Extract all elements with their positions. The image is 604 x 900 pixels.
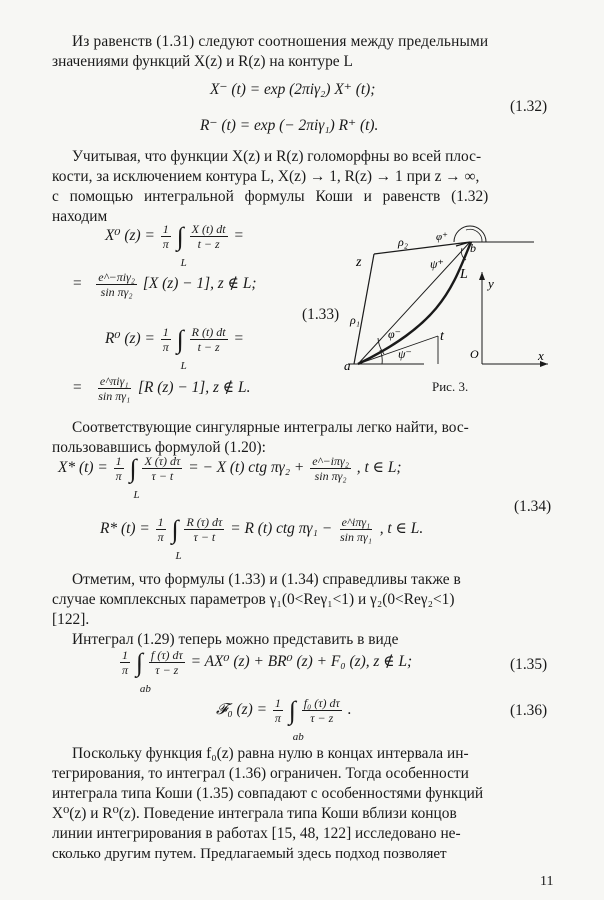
eq-1-32-line-a: X⁻ (t) = exp (2πiγ₂) X⁺ (t); [210,81,376,98]
intro-line-2: значениями функций X(z) и R(z) на контуре L [52,53,353,70]
eq-1-33-r0 [105,324,244,372]
para5-line-1: Поскольку функция f₀(z) равна нулю в концах интервала ин- [72,745,469,762]
eq-1-34-x-coef-num: 1 [115,454,122,468]
eq-1-34-x-mid: = − X (t) ctg πγ₂ + [188,459,305,477]
eq-1-33-x0-line2-frac [96,270,137,299]
para3-line-1: Соответствующие сингулярные интегралы легко найти, вос- [72,419,469,436]
eq-1-36-int-sub: ab [292,730,304,743]
para5-line-3: интеграла типа Коши (1.35) совпадают с особенностями функций [52,785,484,802]
integral-sign: ∫ ab [136,650,143,676]
para4-line-4: Интеграл (1.29) теперь можно представить в виде [72,631,399,648]
eq-1-34-x-int-sub: L [133,488,140,501]
eq-1-34-x-frac-num: e^−iπγ₂ [312,454,349,468]
fig-label-O: O [470,347,479,361]
eq-1-34-r-mid: = R (t) ctg πγ₁ − [230,520,333,538]
para4-line-3: [122]. [52,611,90,628]
fig-label-x: x [538,348,544,363]
para2-line-4: находим [52,208,108,225]
eq-1-36-tail: . [347,701,352,719]
integral-sign: ∫ L [177,224,184,250]
para4-line-1: Отметим, что формулы (1.33) и (1.34) справедливы также в [72,571,461,588]
eq-1-34-x-int-num: X (τ) dτ [144,454,181,468]
integral-sign: ∫ L [177,327,184,353]
fig-label-a: a [344,358,351,373]
eq-1-34-r-int-den: τ − t [193,530,216,544]
eq-1-33-x0-integrand [190,222,228,251]
integral-sign: ∫ L [171,517,178,543]
fig-label-z: z [356,255,362,270]
eq-1-33-x0-int-sub: L [180,256,187,269]
para2-line-3: с помощью интегральной формулы Коши и равенств (1.32) [52,188,489,205]
eq-1-36-int-num: f₀ (τ) dτ [303,696,340,710]
para5-line-2: тегрирования, то интеграл (1.36) ограничен. Тогда особенности [52,765,469,782]
eq-1-33-r0-int-sub: L [180,359,187,372]
eq-1-34-x [58,453,402,501]
eq-1-33-x0-line-2 [72,270,257,299]
eq-1-34-x-lhs: X* (t) = [58,459,108,477]
eq-1-33-r0-tail: = [233,330,244,348]
fig-label-y: y [488,276,494,291]
eq-1-33-x0-line2-den: sin πγ₂ [100,285,133,299]
eq-1-36-number: (1.36) [510,702,548,719]
eq-1-34-r-int-num: R (τ) dτ [186,515,223,529]
eq-1-34-r-coef-num: 1 [157,515,164,529]
eq-1-34-r-frac-den: sin πγ₁ [339,530,372,544]
eq-1-34-r-frac-num: e^iπγ₁ [341,515,371,529]
eq-1-34-x-integrand [142,454,182,483]
fig-label-L: L [460,267,468,282]
fig-label-phi-minus: φ⁻ [388,327,401,341]
eq-1-33-x0-lhs: X⁰ (z) = [105,227,155,245]
eq-1-35-coef-num: 1 [122,648,128,662]
eq-1-33-r0-coef-num: 1 [162,325,169,339]
para2-line-1: Учитывая, что функции X(z) и R(z) голоморфны во всей плос- [72,148,482,165]
para5-line-4: X⁰(z) и R⁰(z). Поведение интеграла типа Коши вблизи концов [52,805,457,822]
eq-1-35-integrand [149,648,185,677]
eq-1-34-x-frac-den: sin πγ₂ [314,469,347,483]
eq-1-33-r0-line2-pre: = [72,379,83,397]
integral-sign: ∫ L [129,456,136,482]
eq-1-34-x-coef-den: π [115,469,122,483]
eq-1-33-r0-integrand [190,325,228,354]
eq-1-35-int-sub: ab [139,682,151,695]
fig-label-rho2: ρ₂ [398,235,408,249]
para5-line-6: сколько другим путем. Предлагаемый здесь подход позволяет [52,846,447,862]
eq-1-36-coef [273,696,283,725]
eq-1-34-r-tail: , t ∈ L. [379,520,424,538]
eq-1-33-x0-coef-num: 1 [162,222,169,236]
fig-label-b: b [470,241,476,255]
eq-1-33-x0-line2-tail: [X (z) − 1], z ∉ L; [142,275,257,293]
eq-1-35-int-num: f (τ) dτ [150,648,183,662]
eq-1-33-r0-line2-tail: [R (z) − 1], z ∉ L. [138,379,251,397]
eq-1-32-line-b: R⁻ (t) = exp (− 2πiγ₁) R⁺ (t). [200,117,379,134]
eq-1-33-r0-line2-num: e^πiγ₁ [99,374,129,388]
eq-1-34-x-frac [310,454,351,483]
figure-caption: Рис. 3. [432,379,469,394]
fig-label-t: t [440,329,444,344]
integral-sign: ∫ ab [289,698,296,724]
eq-1-36-lhs: 𝓕₀ (z) = [216,701,268,719]
eq-1-35-int-den: τ − z [155,663,179,677]
eq-1-33-x0-coef [161,222,171,251]
figure-3 [334,218,556,378]
intro-line-1: Из равенств (1.31) следуют соотношения между предельными [72,33,489,50]
fig-label-psi-plus: ψ⁺ [430,257,444,271]
eq-1-33-r0-coef [161,325,171,354]
eq-1-34-r-frac [338,515,374,544]
eq-1-33-x0-tail: = [233,227,244,245]
para5-line-5: линии интегрирования в работах [15, 48, 122] исследовано не- [52,825,461,842]
eq-1-33-x0-coef-den: π [162,237,169,251]
eq-1-36 [216,695,352,743]
eq-1-36-coef-num: 1 [274,696,281,710]
eq-1-35-coef-den: π [122,663,129,677]
fig-label-psi-minus: ψ⁻ [398,347,412,361]
eq-1-33-number: (1.33) [302,306,340,323]
eq-1-34-x-coef [114,454,124,483]
para4-line-2: случае комплексных параметров γ₁(0<Reγ₁<1) и γ₂(0<Reγ₂<1) [52,591,455,608]
eq-1-34-r-lhs: R* (t) = [100,520,150,538]
eq-1-36-coef-den: π [274,711,281,725]
eq-1-34-r-int-sub: L [175,549,182,562]
para2-line-2: кости, за исключением контура L, X(z) → 1, R(z) → 1 при z → ∞, [52,168,480,185]
eq-1-33-x0-int-den: t − z [197,237,220,251]
eq-1-35-number: (1.35) [510,656,548,673]
eq-1-35-rhs: = AX⁰ (z) + BR⁰ (z) + F₀ (z), z ∉ L; [190,653,413,671]
eq-1-33-x0-line2-pre: = [72,275,83,293]
eq-1-34-r-coef-den: π [157,530,164,544]
eq-1-34-number: (1.34) [514,498,552,515]
eq-1-33-r0-line2-den: sin πγ₁ [98,389,131,403]
eq-1-33-r0-line2-frac [96,374,132,403]
eq-1-33-r0-coef-den: π [162,340,169,354]
eq-1-33-x0-int-num: X (t) dt [191,222,226,236]
eq-1-33-r0-int-num: R (t) dt [191,325,226,339]
eq-1-36-integrand [302,696,342,725]
eq-1-36-int-den: τ − z [310,711,334,725]
para3-line-2: пользовавшись формулой (1.20): [52,439,266,456]
eq-1-35-coef [120,648,130,677]
fig-label-rho1: ρ₁ [350,313,360,327]
eq-1-34-r [100,514,424,562]
page-number: 11 [540,874,554,889]
eq-1-35 [118,647,413,695]
eq-1-32-number: (1.32) [510,98,548,115]
eq-1-33-r0-line-2 [72,374,250,403]
eq-1-33-x0 [105,221,244,269]
eq-1-34-x-int-den: τ − t [151,469,174,483]
fig-label-phi-plus: φ⁺ [436,231,448,243]
eq-1-33-x0-line2-num: e^−πiγ₂ [98,270,135,284]
eq-1-34-x-tail: , t ∈ L; [356,459,402,477]
eq-1-33-r0-lhs: R⁰ (z) = [105,330,155,348]
eq-1-34-r-coef [156,515,166,544]
eq-1-33-r0-int-den: t − z [197,340,220,354]
eq-1-34-r-integrand [184,515,224,544]
